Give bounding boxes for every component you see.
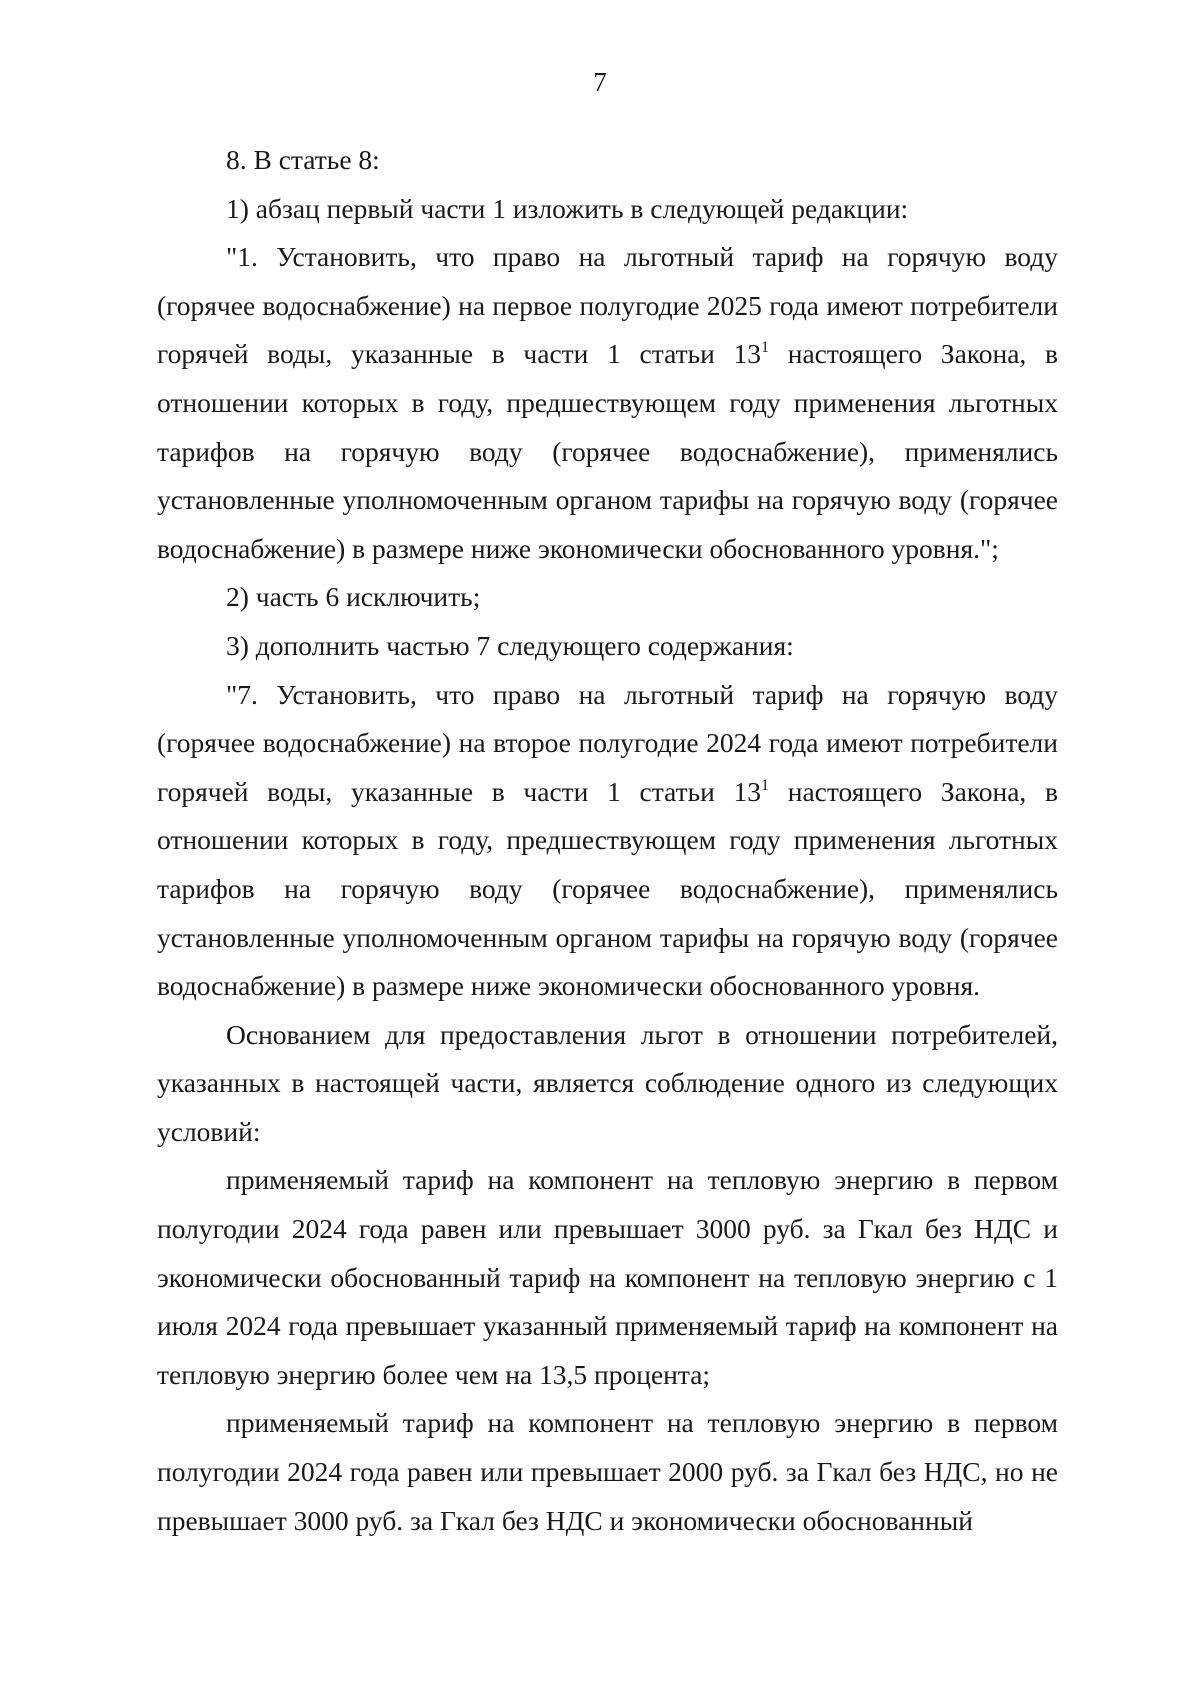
quoted-part-1 — [157, 233, 1058, 573]
quoted-part-7-text-a: "7. Установить, что право на льготный тариф на горячую воду (горячее водоснабжение) на второе полугодие 2024 года имеют потребители горячей воды, указанные в части 1 статьи 13 — [157, 678, 1058, 807]
amendment-item-1: 1) абзац первый части 1 изложить в следующей редакции: — [226, 192, 909, 224]
superscript-marker: 1 — [761, 339, 770, 357]
quoted-part-7 — [157, 671, 1058, 1011]
quoted-part-1-text-a: "1. Установить, что право на льготный тариф на горячую воду (горячее водоснабжение) на первое полугодие 2025 года имеют потребители горячей воды, указанные в части 1 статьи 13 — [157, 241, 1058, 370]
article-heading: 8. В статье 8: — [226, 144, 380, 175]
amendment-item-3: 3) дополнить частью 7 следующего содержания: — [226, 629, 794, 661]
amendment-item-2: 2) часть 6 исключить; — [226, 581, 481, 613]
quoted-part-7-text-b: настоящего Закона, в отношении которых в году, предшествующем году применения льготных тарифов на горячую воду (горячее водоснабжение), применялись установленные уполномоченным органом тарифы на горячую воду (горячее водоснабжение) в размере ниже экономически обоснованного уровня. — [157, 775, 1058, 1002]
condition-2: применяемый тариф на компонент на тепловую энергию в первом полугодии 2024 года равен или превышает 2000 руб. за Гкал без НДС, но не превышает 3000 руб. за Гкал без НДС и экономически обоснованный — [157, 1407, 1058, 1536]
quoted-part-1-text-b: настоящего Закона, в отношении которых в году, предшествующем году применения льготных тарифов на горячую воду (горячее водоснабжение), применялись установленные уполномоченным органом тарифы на горячую воду (горячее водоснабжение) в размере ниже экономически обоснованного уровня."; — [157, 338, 1058, 564]
superscript-marker: 1 — [761, 776, 770, 794]
page-number: 7 — [593, 67, 607, 97]
condition-1: применяемый тариф на компонент на тепловую энергию в первом полугодии 2024 года равен или превышает 3000 руб. за Гкал без НДС и экономически обоснованный тариф на компонент на тепловую энергию с 1 июля 2024 года превышает указанный применяемый тариф на компонент на тепловую энергию более чем на 13,5 процента; — [157, 1164, 1058, 1390]
document-body — [157, 136, 1058, 1545]
grounds-paragraph: Основанием для предоставления льгот в отношении потребителей, указанных в настоящей части, является соблюдение одного из следующих условий: — [157, 1018, 1058, 1147]
